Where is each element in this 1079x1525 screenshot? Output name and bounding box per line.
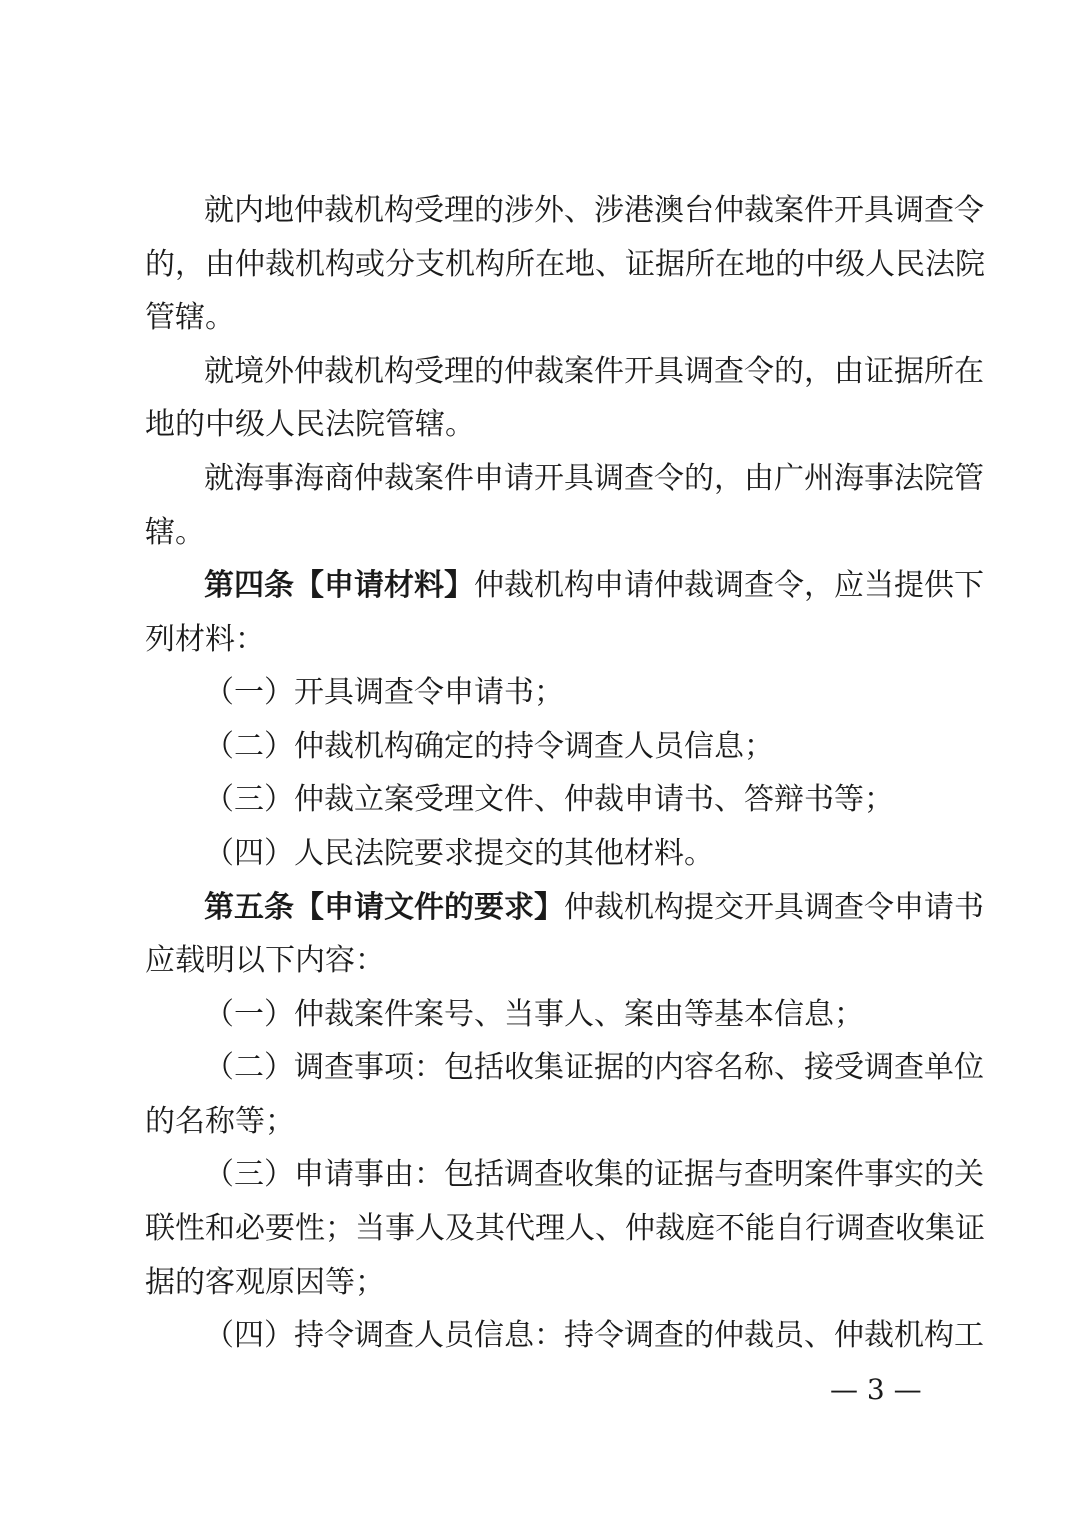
paragraph-line: 辖。 <box>145 515 205 550</box>
article-5-first-line <box>204 888 984 928</box>
paragraph-line: 就海事海商仲裁案件申请开具调查令的，由广州海事法院管 <box>204 461 984 496</box>
list-item: （二）仲裁机构确定的持令调查人员信息； <box>204 729 774 764</box>
paragraph-line: 据的客观原因等； <box>145 1265 385 1300</box>
list-item: （三）仲裁立案受理文件、仲裁申请书、答辩书等； <box>204 782 894 817</box>
list-item: （三）申请事由：包括调查收集的证据与查明案件事实的关 <box>204 1157 984 1192</box>
paragraph-line: 地的中级人民法院管辖。 <box>145 407 475 442</box>
list-item: （一）仲裁案件案号、当事人、案由等基本信息； <box>204 997 864 1032</box>
paragraph-line: 管辖。 <box>145 300 235 335</box>
paragraph-line: 的名称等； <box>145 1104 295 1139</box>
list-item: （二）调查事项：包括收集证据的内容名称、接受调查单位 <box>204 1050 984 1085</box>
paragraph-line: 应载明以下内容： <box>145 943 385 978</box>
page-number: — 3 — <box>830 1373 922 1406</box>
list-item: （四）人民法院要求提交的其他材料。 <box>204 836 714 871</box>
list-item: （一）开具调查令申请书； <box>204 675 564 710</box>
paragraph-line: 就境外仲裁机构受理的仲裁案件开具调查令的，由证据所在 <box>204 354 984 389</box>
list-item: （四）持令调查人员信息：持令调查的仲裁员、仲裁机构工 <box>204 1318 984 1353</box>
article-5-heading: 第五条【申请文件的要求】 <box>204 890 564 925</box>
paragraph-line: 列材料： <box>145 622 265 657</box>
paragraph-line: 联性和必要性；当事人及其代理人、仲裁庭不能自行调查收集证 <box>145 1211 985 1246</box>
paragraph-line: 就内地仲裁机构受理的涉外、涉港澳台仲裁案件开具调查令 <box>204 193 984 228</box>
article-4-heading: 第四条【申请材料】 <box>204 568 474 603</box>
article-4-first-line <box>204 566 984 606</box>
paragraph-line: 的，由仲裁机构或分支机构所在地、证据所在地的中级人民法院 <box>145 247 985 282</box>
article-5-text: 仲裁机构提交开具调查令申请书 <box>564 890 984 925</box>
article-4-text: 仲裁机构申请仲裁调查令，应当提供下 <box>474 568 984 603</box>
